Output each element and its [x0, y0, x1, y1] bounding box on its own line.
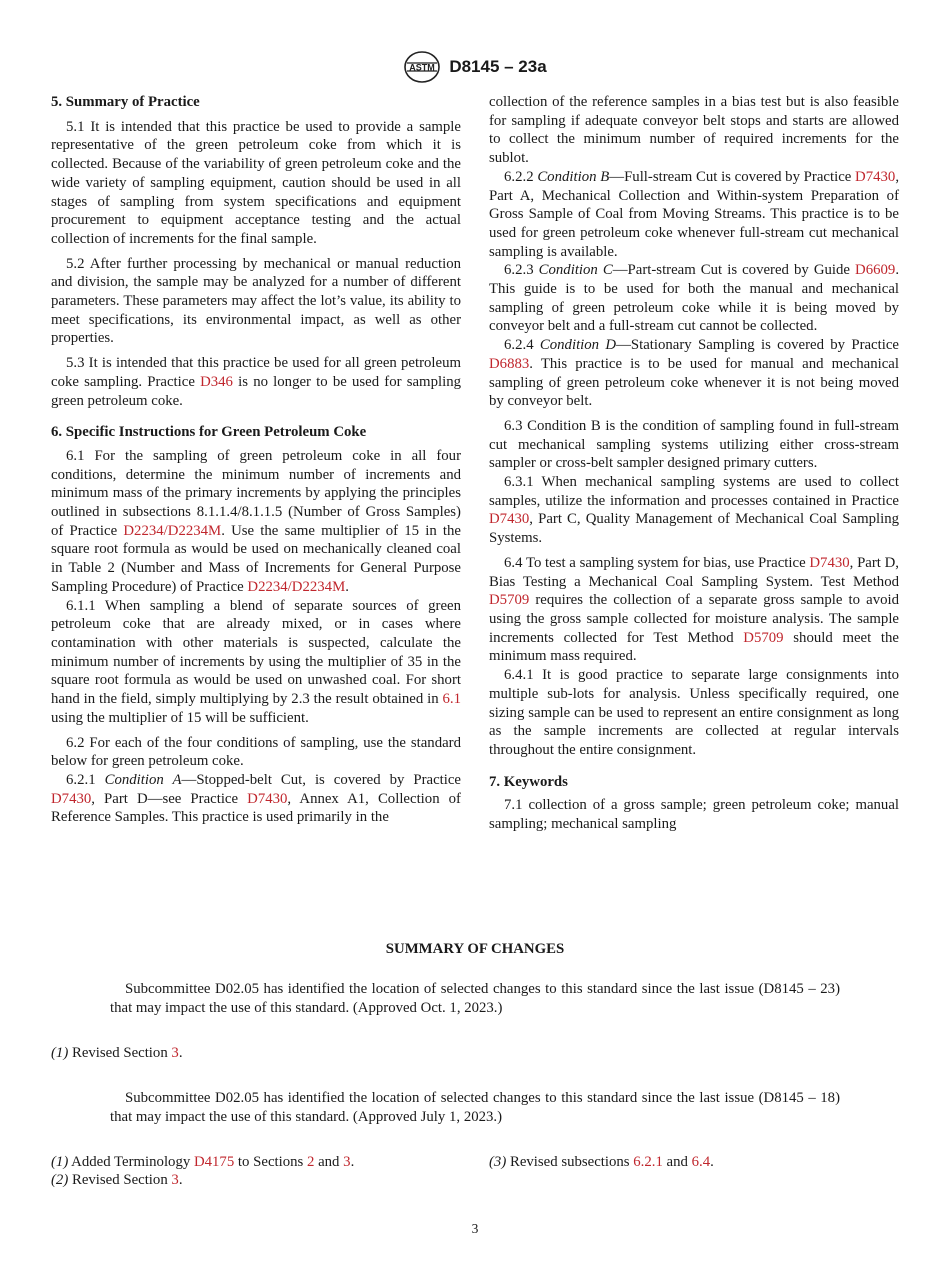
link-section-3[interactable]: 3 — [343, 1154, 351, 1170]
changes-item-2-2: (2) Revised Section 3. — [51, 1172, 183, 1188]
para-6-2-3: 6.2.3 Condition C—Part-stream Cut is covered by Guide D6609. This guide is to be used for both the manual and mechanical sampling of green petroleum coke while it is being moved by conveyor belt and a full-stream cut cannot be collected. — [489, 262, 900, 335]
link-d4175[interactable]: D4175 — [193, 1154, 235, 1170]
para-6-2-4: 6.2.4 Condition D—Stationary Sampling is covered by Practice D6883. This practice is to be used for manual and mechanical sampling of green petroleum coke whenever it is not being moved by conveyor belt. — [489, 337, 899, 410]
link-section-6-4[interactable]: 6.4 — [691, 1154, 711, 1170]
summary-title: SUMMARY OF CHANGES — [385, 941, 565, 957]
para-6-1-1: 6.1.1 When sampling a blend of separate sources of green petroleum coke that are already mixed, or in cases where contamination with other materials is suspected, calculate the minimum number of increments by using the multiplier of 35 in the square root formula as would be used on unwashed coal. For short hand in the field, simply multiplying by 2.3 the result obtained in 6.1 using the multiplier of 15 will be sufficient. — [51, 597, 461, 726]
link-section-6-2-1[interactable]: 6.2.1 — [633, 1154, 663, 1170]
link-d7430[interactable]: D7430 — [489, 511, 530, 528]
section-7-heading: 7. Keywords — [489, 773, 568, 790]
link-d7430[interactable]: D7430 — [247, 790, 288, 807]
svg-text:ASTM: ASTM — [409, 62, 436, 73]
para-6-2-1: 6.2.1 Condition A—Stopped-belt Cut, is covered by Practice D7430, Part D—see Practice D7430, Annex A1, Collection of Reference Samples. This practice is used primarily in the — [51, 771, 461, 826]
para-6-3-1: 6.3.1 When mechanical sampling systems are used to collect samples, utilize the information and processes contained in Practice D7430, Part C, Quality Management of Mechanical Coal Sampling Systems. — [489, 474, 899, 547]
page-header — [0, 50, 950, 84]
link-d5709[interactable]: D5709 — [743, 629, 784, 646]
page-number: 3 — [471, 1221, 479, 1236]
link-d7430[interactable]: D7430 — [855, 168, 896, 185]
para-6-4: 6.4 To test a sampling system for bias, use Practice D7430, Part D, Bias Testing a Mechanical Coal Sampling System. Test Method D5709 requires the collection of a separate gross sample to avoid using the gross sample collected for moisture analysis. The sample increments collected for Test Method D5709 should meet the minimum mass required. — [489, 554, 899, 665]
section-6-heading: 6. Specific Instructions for Green Petroleum Coke — [51, 424, 367, 441]
changes-item-1: (1) Revised Section 3. — [51, 1045, 183, 1061]
link-d7430[interactable]: D7430 — [809, 554, 850, 571]
astm-logo-icon — [403, 50, 441, 84]
para-6-2-2: 6.2.2 Condition B—Full-stream Cut is covered by Practice D7430, Part A, Mechanical Collection and Within-system Preparation of Gross Sample of Coal from Moving Streams. This practice is to be used for green petroleum coke whenever full-stream cut mechanical sampling is available. — [489, 168, 900, 260]
link-d7430[interactable]: D7430 — [51, 790, 92, 807]
document-id: D8145 – 23a — [449, 57, 547, 76]
link-d2234[interactable]: D2234/D2234M — [123, 522, 222, 539]
section-5-heading: 5. Summary of Practice — [51, 94, 200, 110]
para-5-2: 5.2 After further processing by mechanical or manual reduction and division, the sample may be analyzed for a number of different parameters. These parameters may affect the lot’s value, its ability to meet specifications, its environmental impact, as well as other properties. — [51, 255, 461, 347]
changes-paragraph-1: Subcommittee D02.05 has identified the location of selected changes to this standard since the last issue (D8145 – 23) that may impact the use of this standard. (Approved Oct. 1, 2023.) — [110, 981, 840, 1016]
para-6-1: 6.1 For the sampling of green petroleum coke in all four conditions, determine the minimum number of increments and minimum mass of the primary increments by applying the principles outlined in subsections 8.1.1.4/8.1.1.5 (Number of Gross Samples) of Practice D2234/D2234M. Use the same multiplier of 15 in the square root formula as would be used on mechanically cleaned coal in Table 2 (Number and Mass of Increments for General Purpose Sampling Procedure) of Practice D2234/D2234M. — [51, 447, 462, 595]
link-d6883[interactable]: D6883 — [489, 355, 530, 372]
link-d6609[interactable]: D6609 — [855, 262, 896, 279]
para-5-1: 5.1 It is intended that this practice be used to provide a sample representative of the green petroleum coke from which it is collected. Because of the variability of green petroleum coke and the wide variety of sampling equipment, caution should be used in all stages of sampling from system specifications and equipment procurement to equipment acceptance testing and the actual collection of increments for the final sample. — [51, 118, 461, 247]
link-section-2[interactable]: 2 — [306, 1154, 315, 1170]
link-section-3[interactable]: 3 — [171, 1172, 179, 1188]
para-6-2-1-continued: collection of the reference samples in a bias test but is also feasible for sampling if adequate conveyor belt stops and starts are allowed to collect the minimum number of required increments for the sublot. — [489, 94, 899, 167]
changes-item-2-3: (3) Revised subsections 6.2.1 and 6.4. — [489, 1154, 714, 1170]
para-6-4-1: 6.4.1 It is good practice to separate large consignments into multiple sub-lots for analysis. Unless specifically required, one sizing sample can be used to represent an entire consignment as long as the sample increments are collected at regular intervals throughout the entire consignment. — [489, 667, 899, 758]
link-d5709[interactable]: D5709 — [489, 592, 530, 609]
changes-item-2-1: (1) Added Terminology D4175 to Sections 2 and 3. — [51, 1154, 355, 1170]
left-column — [51, 93, 461, 827]
para-5-3: 5.3 It is intended that this practice be used for all green petroleum coke sampling. Practice D346 is no longer to be used for sampling green petroleum coke. — [51, 355, 461, 409]
para-6-2: 6.2 For each of the four conditions of sampling, use the standard below for green petroleum coke. — [51, 734, 461, 770]
para-7-1: 7.1 collection of a gross sample; green petroleum coke; manual sampling; mechanical sampling — [489, 797, 899, 833]
para-6-3: 6.3 Condition B is the condition of sampling found in full-stream cut mechanical sampling systems utilizing either cross-stream sampler or cross-belt sampler designed primary cutters. — [489, 417, 899, 472]
right-column — [489, 93, 899, 834]
changes-paragraph-2: Subcommittee D02.05 has identified the location of selected changes to this standard since the last issue (D8145 – 18) that may impact the use of this standard. (Approved July 1, 2023.) — [110, 1090, 840, 1125]
link-section-3[interactable]: 3 — [171, 1045, 179, 1061]
summary-of-changes — [0, 940, 950, 1188]
link-section-6-1[interactable]: 6.1 — [442, 691, 461, 708]
link-d2234[interactable]: D2234/D2234M — [247, 578, 346, 595]
link-d346[interactable]: D346 — [200, 373, 233, 390]
